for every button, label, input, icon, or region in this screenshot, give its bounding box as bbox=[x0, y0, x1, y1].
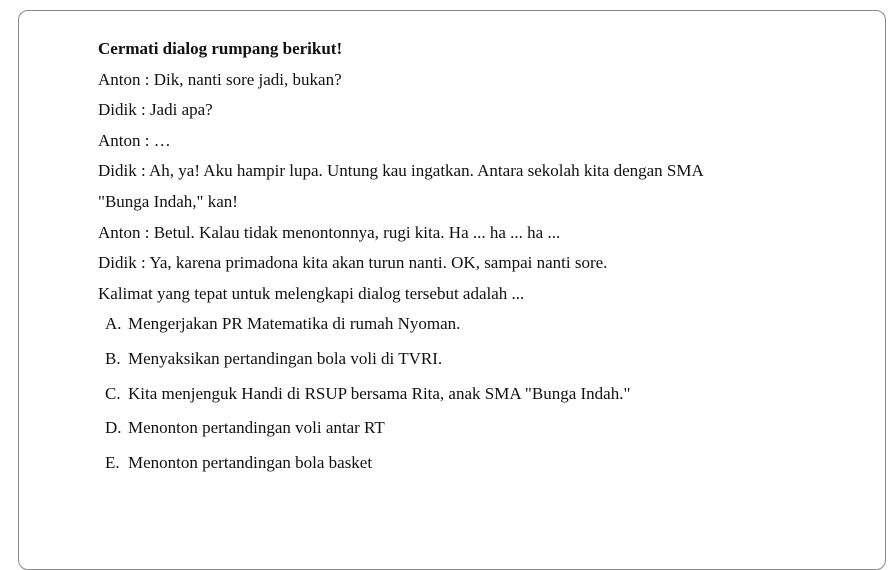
option-letter: B. bbox=[105, 348, 121, 368]
option-text: Menonton pertandingan voli antar RT bbox=[128, 418, 385, 438]
dialog-line: Didik : Ya, karena primadona kita akan turun nanti. OK, sampai nanti sore. bbox=[98, 253, 608, 273]
dialog-line: Anton : … bbox=[98, 130, 171, 150]
option-a[interactable] bbox=[105, 313, 704, 348]
option-e[interactable] bbox=[105, 452, 704, 487]
dialog-line: "Bunga Indah," kan! bbox=[98, 191, 238, 211]
option-c[interactable] bbox=[105, 383, 704, 418]
option-letter: A. bbox=[105, 314, 122, 334]
answer-options bbox=[105, 313, 704, 486]
option-letter: E. bbox=[105, 452, 120, 472]
option-b[interactable] bbox=[105, 348, 704, 383]
dialog-line: Anton : Betul. Kalau tidak menontonnya, rugi kita. Ha ... ha ... ha ... bbox=[98, 222, 561, 242]
question-title: Cermati dialog rumpang berikut! bbox=[98, 39, 343, 58]
question-content bbox=[98, 38, 704, 486]
option-text: Menyaksikan pertandingan bola voli di TVRI. bbox=[128, 348, 443, 368]
option-d[interactable] bbox=[105, 417, 704, 452]
option-letter: C. bbox=[105, 383, 121, 403]
dialog-line: Anton : Dik, nanti sore jadi, bukan? bbox=[98, 69, 342, 89]
dialog bbox=[98, 69, 704, 283]
dialog-line: Didik : Ah, ya! Aku hampir lupa. Untung kau ingatkan. Antara sekolah kita dengan SMA bbox=[98, 161, 704, 181]
dialog-line: Didik : Jadi apa? bbox=[98, 100, 213, 120]
option-letter: D. bbox=[105, 418, 122, 438]
option-text: Mengerjakan PR Matematika di rumah Nyoman. bbox=[128, 314, 461, 334]
option-text: Menonton pertandingan bola basket bbox=[128, 452, 373, 472]
question-prompt: Kalimat yang tepat untuk melengkapi dialog tersebut adalah ... bbox=[98, 283, 525, 303]
option-text: Kita menjenguk Handi di RSUP bersama Rita, anak SMA "Bunga Indah." bbox=[128, 383, 631, 403]
